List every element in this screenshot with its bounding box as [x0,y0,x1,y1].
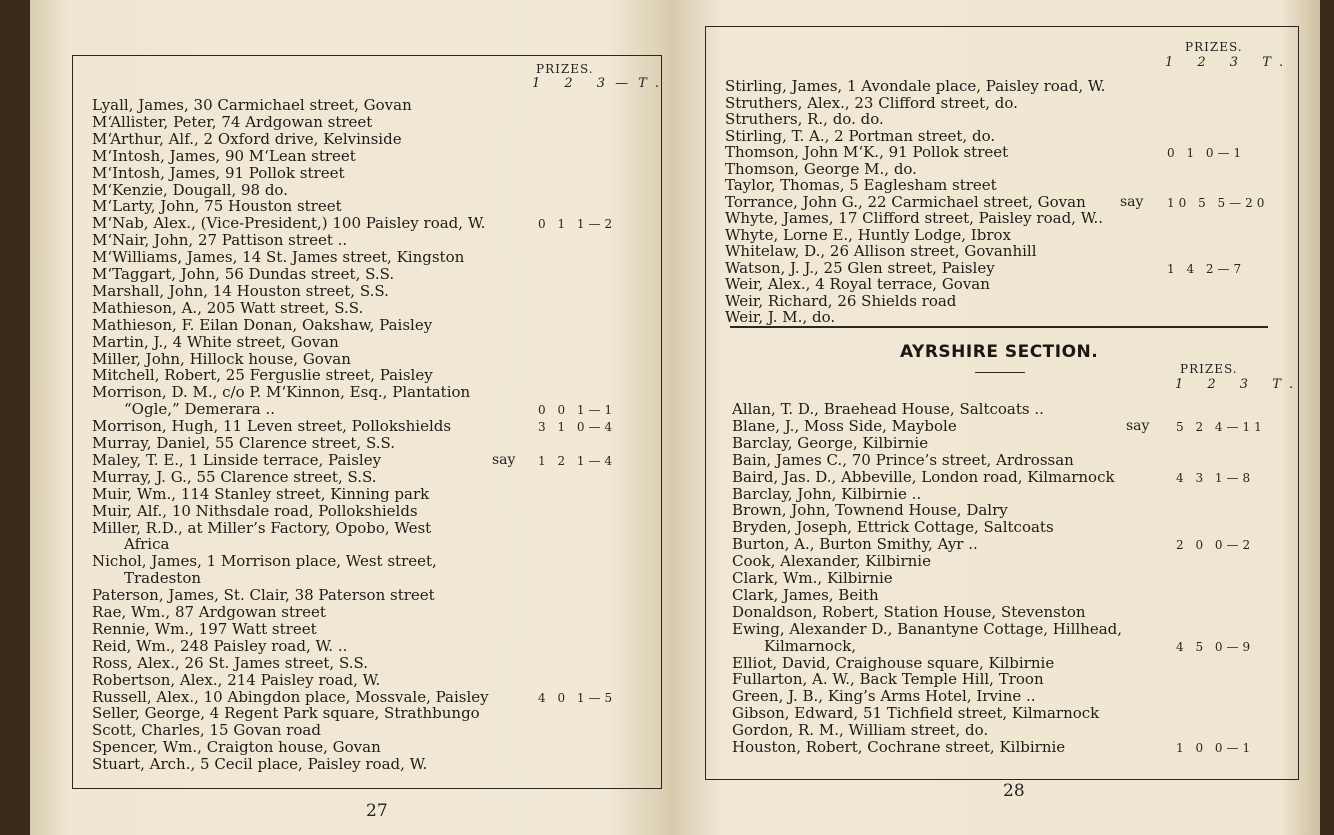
entry-text: M‘Nab, Alex., (Vice-President,) 100 Paisley road, W. [92,214,486,233]
entry-text: Paterson, James, St. Clair, 38 Paterson street [92,586,435,605]
prize-counts: 4 5 0—9 [1176,639,1255,654]
prize-counts: 1 2 1—4 [538,453,617,468]
entry-text: M‘Williams, James, 14 St. James street, Kingston [92,248,465,267]
prize-counts: 0 1 0—1 [1167,146,1246,160]
entry-text: Donaldson, Robert, Station House, Stevenston [732,602,1086,621]
entry-text: Morrison, D. M., c/o P. M‘Kinnon, Esq., Plantation [92,383,471,402]
section-divider [730,326,1268,328]
entry-text: Gibson, Edward, 51 Tichfield street, Kilmarnock [732,704,1100,723]
entry-text: Robertson, Alex., 214 Paisley road, W. [92,670,381,689]
entry-text: Miller, John, Hillock house, Govan [92,349,351,368]
entry-text: Struthers, R., do. do. [725,110,884,128]
entry-text: Weir, Alex., 4 Royal terrace, Govan [725,275,990,293]
title-underline [975,372,1025,373]
entry-text: Rae, Wm., 87 Ardgowan street [92,603,326,621]
entry-text: Rennie, Wm., 197 Watt street [92,619,317,638]
prizes-header: PRIZES. [536,62,594,76]
entry-text: Clark, James, Beith [732,585,879,604]
prize-counts: 0 1 1—2 [538,217,617,232]
entry-text: “Ogle,” Demerara .. [124,400,275,419]
entry-text: Bain, James C., 70 Prince’s street, Ardrossan [732,450,1074,469]
page-number: 28 [1003,781,1025,801]
prize-counts: 5 2 4—11 [1176,419,1266,434]
entry-text: Elliot, David, Craighouse square, Kilbirnie [732,653,1055,672]
entry-text: Weir, J. M., do. [725,308,836,326]
entry-text: Allan, T. D., Braehead House, Saltcoats .. [732,400,1044,418]
entry-text: Murray, Daniel, 55 Clarence street, S.S. [92,434,396,452]
entry-text: Tradeston [124,569,202,588]
prize-columns: 1 2 3 T. [1165,55,1294,70]
entry-text: Marshall, John, 14 Houston street, S.S. [92,281,389,300]
entry-text: Ross, Alex., 26 St. James street, S.S. [92,653,368,672]
entry-text: Mathieson, A., 205 Watt street, S.S. [92,298,364,317]
entry-text: Lyall, James, 30 Carmichael street, Govan [92,96,412,114]
say-note: say [492,451,516,468]
entry-text: M‘Allister, Peter, 74 Ardgowan street [92,112,373,131]
entry-text: Fullarton, A. W., Back Temple Hill, Troon [732,670,1044,689]
entry-text: Bryden, Joseph, Ettrick Cottage, Saltcoats [732,518,1054,537]
entry-text: Stirling, T. A., 2 Portman street, do. [725,126,996,145]
entry-text: Spencer, Wm., Craigton house, Govan [92,738,381,757]
entry-text: Green, J. B., King’s Arms Hotel, Irvine .. [732,687,1036,706]
entry-text: Stuart, Arch., 5 Cecil place, Paisley road, W. [92,755,428,774]
entry-text: Whitelaw, D., 26 Allison street, Govanhill [725,242,1037,260]
ayrshire-prizes-header: PRIZES. [1180,362,1238,376]
entry-text: Weir, Richard, 26 Shields road [725,291,957,310]
entry-text: Mathieson, F. Eilan Donan, Oakshaw, Paisley [92,315,433,334]
prizes-header: PRIZES. [1185,40,1243,54]
entry-text: Mitchell, Robert, 25 Ferguslie street, Paisley [92,366,433,385]
right-page [670,0,1320,835]
entry-text: Gordon, R. M., William street, do. [732,721,989,740]
prize-columns: 1 2 3—T. [532,76,669,91]
entry-text: M‘Arthur, Alf., 2 Oxford drive, Kelvinside [92,129,402,148]
entry-text: Brown, John, Townend House, Dalry [732,501,1008,520]
entry-text: M‘Kenzie, Dougall, 98 do. [92,180,288,199]
entry-text: Barclay, George, Kilbirnie [732,433,929,452]
say-note: say [1120,193,1144,210]
entry-text: Nichol, James, 1 Morrison place, West street, [92,552,437,571]
entry-text: Watson, J. J., 25 Glen street, Paisley [725,258,995,277]
entry-text: Maley, T. E., 1 Linside terrace, Paisley [92,450,382,469]
entry-text: M‘Larty, John, 75 Houston street [92,197,342,216]
entry-text: Torrance, John G., 22 Carmichael street, Govan [725,192,1086,211]
entry-text: Houston, Robert, Cochrane street, Kilbirnie [732,738,1066,756]
entry-text: Thomson, John M‘K., 91 Pollok street [725,143,1009,161]
entry-text: Martin, J., 4 White street, Govan [92,332,339,351]
prize-counts: 10 5 5—20 [1167,195,1269,210]
page-number: 27 [366,801,388,821]
entry-text: Muir, Wm., 114 Stanley street, Kinning park [92,484,430,503]
say-note: say [1126,417,1150,434]
section-title: AYRSHIRE SECTION. [900,342,1099,362]
prize-counts: 0 0 1—1 [538,403,617,418]
entry-text: M‘Intosh, James, 90 M‘Lean street [92,146,356,165]
prize-counts: 2 0 0—2 [1176,538,1255,553]
left-page [30,0,670,835]
entry-text: Muir, Alf., 10 Nithsdale road, Pollokshields [92,501,418,520]
entry-text: Morrison, Hugh, 11 Leven street, Pollokshields [92,417,452,436]
ayrshire-prize-columns: 1 2 3 T. [1175,377,1304,392]
entry-text: Whyte, Lorne E., Huntly Lodge, Ibrox [725,225,1011,244]
entry-text: Murray, J. G., 55 Clarence street, S.S. [92,467,377,486]
entry-text: Miller, R.D., at Miller’s Factory, Opobo, West [92,518,432,537]
entry-text: Whyte, James, 17 Clifford street, Paisley road, W.. [725,209,1104,227]
entry-text: Seller, George, 4 Regent Park square, Strathbungo [92,704,480,723]
entry-text: Reid, Wm., 248 Paisley road, W. .. [92,636,348,655]
entry-text: Russell, Alex., 10 Abingdon place, Mossvale, Paisley [92,687,489,706]
entry-text: Struthers, Alex., 23 Clifford street, do. [725,93,1018,112]
entry-text: M‘Nair, John, 27 Pattison street .. [92,231,348,250]
entry-text: M‘Taggart, John, 56 Dundas street, S.S. [92,265,395,283]
entry-text: Burton, A., Burton Smithy, Ayr .. [732,535,978,554]
entry-text: Clark, Wm., Kilbirnie [732,569,893,587]
entry-text: Africa [124,535,170,554]
entry-text: M‘Intosh, James, 91 Pollok street [92,163,345,182]
entry-text: Thomson, George M., do. [725,159,917,178]
entry-text: Cook, Alexander, Kilbirnie [732,552,931,571]
entry-text: Ewing, Alexander D., Banantyne Cottage, Hillhead, [732,619,1123,638]
entry-text: Blane, J., Moss Side, Maybole [732,416,957,435]
prize-counts: 4 0 1—5 [538,690,617,705]
prize-counts: 3 1 0—4 [538,420,617,435]
prize-counts: 4 3 1—8 [1176,470,1255,485]
entry-text: Taylor, Thomas, 5 Eaglesham street [725,176,997,194]
entry-text: Baird, Jas. D., Abbeville, London road, Kilmarnock [732,467,1115,486]
prize-counts: 1 4 2—7 [1167,261,1246,276]
entry-text: Stirling, James, 1 Avondale place, Paisley road, W. [725,77,1106,95]
entry-text: Barclay, John, Kilbirnie .. [732,484,922,503]
prize-counts: 1 0 0—1 [1176,741,1255,755]
entry-text: Kilmarnock, [764,636,857,655]
entry-text: Scott, Charles, 15 Govan road [92,721,321,740]
